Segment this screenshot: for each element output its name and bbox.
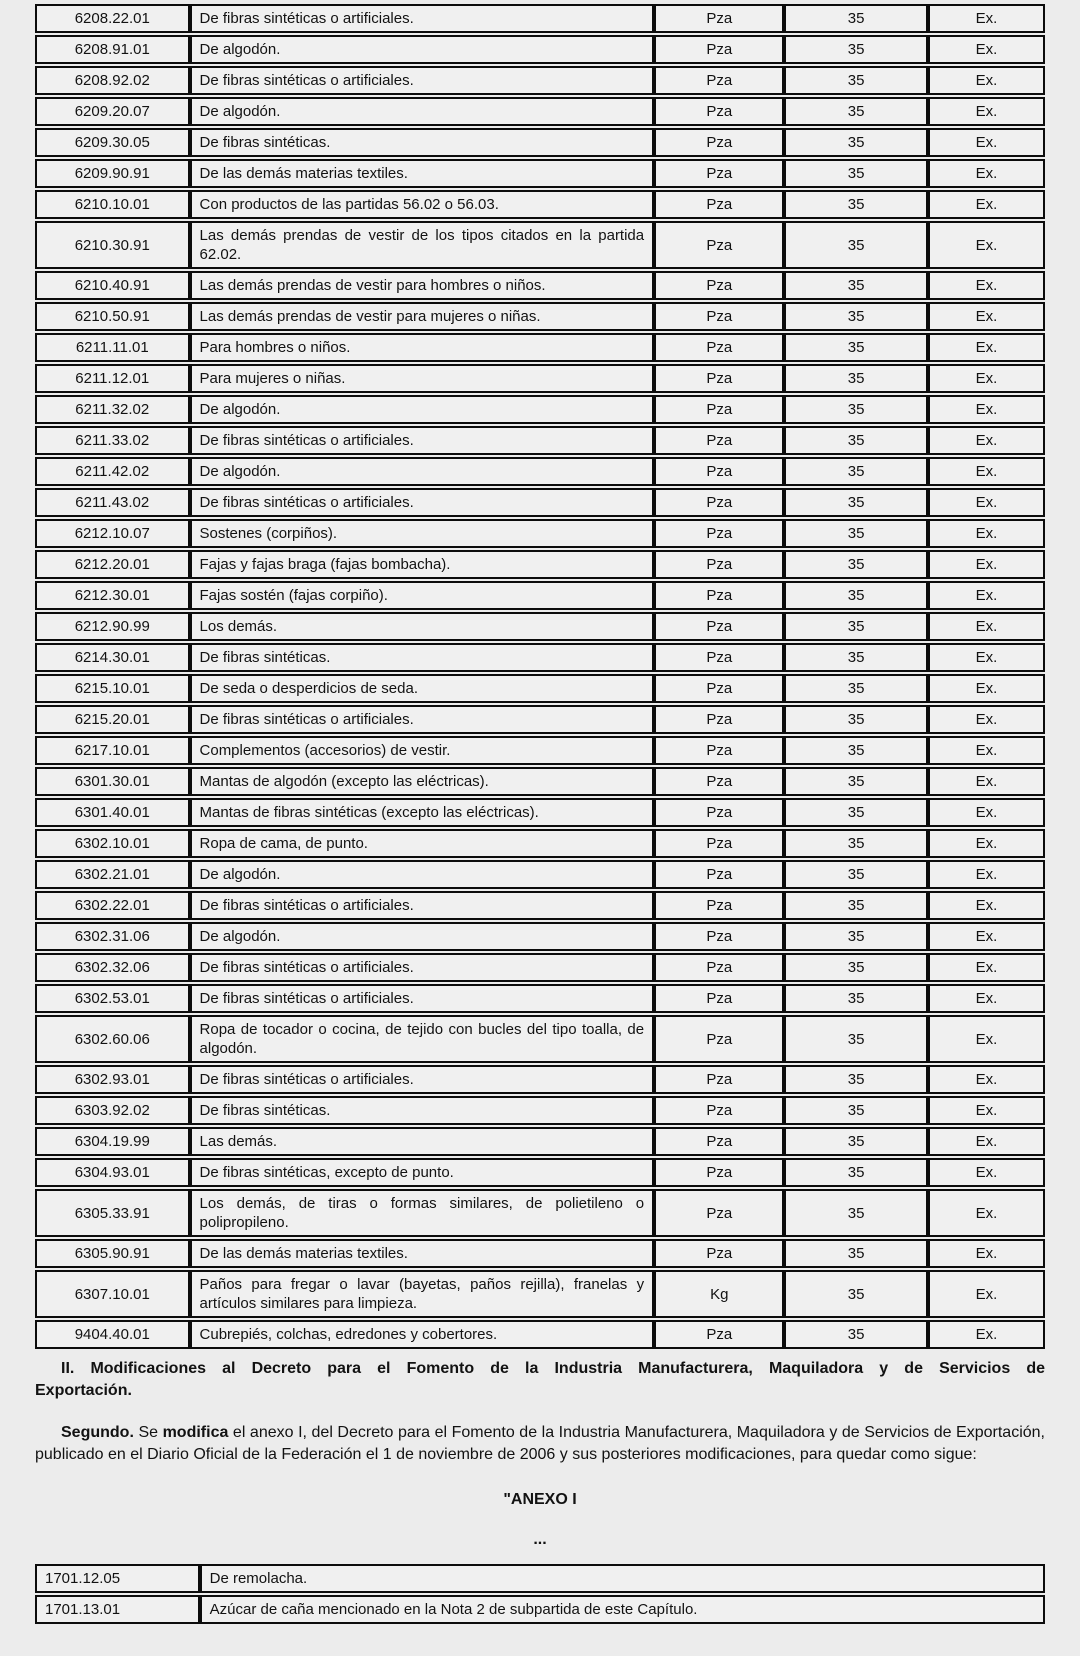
tariff-exempt-cell: Ex. xyxy=(928,1239,1045,1268)
tariff-rate-cell: 35 xyxy=(784,705,927,734)
tariff-code-cell: 6211.32.02 xyxy=(35,395,190,424)
tariff-unit-cell: Pza xyxy=(654,550,784,579)
tariff-rate-cell: 35 xyxy=(784,1158,927,1187)
tariff-description-cell: De fibras sintéticas. xyxy=(190,1096,655,1125)
tariff-description-cell: De algodón. xyxy=(190,860,655,889)
tariff-unit-cell: Pza xyxy=(654,612,784,641)
tariff-description-cell: Sostenes (corpiños). xyxy=(190,519,655,548)
tariff-exempt-cell: Ex. xyxy=(928,674,1045,703)
tariff-unit-cell: Pza xyxy=(654,488,784,517)
table-row xyxy=(35,519,1045,548)
tariff-code-cell: 6304.93.01 xyxy=(35,1158,190,1187)
annex-table xyxy=(35,1562,1045,1626)
tariff-description-cell: De fibras sintéticas. xyxy=(190,643,655,672)
tariff-description-cell: Ropa de tocador o cocina, de tejido con bucles del tipo toalla, de algodón. xyxy=(190,1015,655,1063)
tariff-exempt-cell: Ex. xyxy=(928,395,1045,424)
tariff-code-cell: 6211.43.02 xyxy=(35,488,190,517)
tariff-description-cell: Para hombres o niños. xyxy=(190,333,655,362)
tariff-code-cell: 6212.30.01 xyxy=(35,581,190,610)
table-row xyxy=(35,159,1045,188)
tariff-description-cell: De fibras sintéticas o artificiales. xyxy=(190,488,655,517)
tariff-code-cell: 6211.12.01 xyxy=(35,364,190,393)
tariff-description-cell: Paños para fregar o lavar (bayetas, paños rejilla), franelas y artículos similares para limpieza. xyxy=(190,1270,655,1318)
tariff-exempt-cell: Ex. xyxy=(928,1127,1045,1156)
table-row xyxy=(35,333,1045,362)
tariff-exempt-cell: Ex. xyxy=(928,457,1045,486)
table-row xyxy=(35,302,1045,331)
tariff-exempt-cell: Ex. xyxy=(928,1270,1045,1318)
tariff-rate-cell: 35 xyxy=(784,674,927,703)
section-ii-text: II. Modificaciones al Decreto para el Fomento de la Industria Manufacturera, Maquiladora y de Servicios de Exportación. xyxy=(35,1360,1045,1399)
table-row xyxy=(35,4,1045,33)
tariff-exempt-cell: Ex. xyxy=(928,860,1045,889)
tariff-unit-cell: Pza xyxy=(654,767,784,796)
tariff-exempt-cell: Ex. xyxy=(928,643,1045,672)
tariff-description-cell: De las demás materias textiles. xyxy=(190,1239,655,1268)
tariff-code-cell: 6303.92.02 xyxy=(35,1096,190,1125)
table-row xyxy=(35,35,1045,64)
tariff-exempt-cell: Ex. xyxy=(928,488,1045,517)
table-row xyxy=(35,1564,1045,1593)
tariff-unit-cell: Pza xyxy=(654,1015,784,1063)
tariff-description-cell: De seda o desperdicios de seda. xyxy=(190,674,655,703)
tariff-code-cell: 6301.40.01 xyxy=(35,798,190,827)
tariff-rate-cell: 35 xyxy=(784,1239,927,1268)
tariff-unit-cell: Pza xyxy=(654,35,784,64)
table-row xyxy=(35,705,1045,734)
table-row xyxy=(35,1189,1045,1237)
tariff-unit-cell: Pza xyxy=(654,364,784,393)
tariff-exempt-cell: Ex. xyxy=(928,271,1045,300)
tariff-description-cell: Fajas sostén (fajas corpiño). xyxy=(190,581,655,610)
segundo-rest-text: el anexo I, del Decreto para el Fomento de la Industria Manufacturera, Maquiladora y de Servicios de Exportación, publicado en el Diario Oficial de la Federación el 1 de noviembre de 2006 y sus posteriores modificaciones, para quedar como sigue: xyxy=(35,1424,1045,1463)
tariff-rate-cell: 35 xyxy=(784,457,927,486)
annex-heading: "ANEXO I xyxy=(503,1491,577,1508)
tariff-code-cell: 6215.10.01 xyxy=(35,674,190,703)
tariff-unit-cell: Pza xyxy=(654,457,784,486)
tariff-unit-cell: Pza xyxy=(654,159,784,188)
tariff-unit-cell: Pza xyxy=(654,1239,784,1268)
tariff-code-cell: 6304.19.99 xyxy=(35,1127,190,1156)
table-row xyxy=(35,221,1045,269)
tariff-code-cell: 6302.21.01 xyxy=(35,860,190,889)
tariff-rate-cell: 35 xyxy=(784,221,927,269)
tariff-exempt-cell: Ex. xyxy=(928,190,1045,219)
table-row xyxy=(35,426,1045,455)
tariff-unit-cell: Pza xyxy=(654,426,784,455)
ellipsis-marker: ... xyxy=(533,1531,547,1548)
tariff-exempt-cell: Ex. xyxy=(928,581,1045,610)
table-row xyxy=(35,66,1045,95)
tariff-rate-cell: 35 xyxy=(784,984,927,1013)
annex-table-wrap xyxy=(35,1562,1045,1626)
tariff-unit-cell: Pza xyxy=(654,860,784,889)
tariff-rate-cell: 35 xyxy=(784,488,927,517)
tariff-rate-cell: 35 xyxy=(784,891,927,920)
tariff-code-cell: 6212.90.99 xyxy=(35,612,190,641)
tariff-exempt-cell: Ex. xyxy=(928,221,1045,269)
tariff-code-cell: 6210.50.91 xyxy=(35,302,190,331)
tariff-unit-cell: Pza xyxy=(654,674,784,703)
table-row xyxy=(35,767,1045,796)
tariff-unit-cell: Pza xyxy=(654,4,784,33)
tariff-unit-cell: Pza xyxy=(654,581,784,610)
tariff-rate-cell: 35 xyxy=(784,581,927,610)
tariff-unit-cell: Pza xyxy=(654,736,784,765)
tariff-rate-cell: 35 xyxy=(784,1127,927,1156)
tariff-unit-cell: Pza xyxy=(654,643,784,672)
table-row xyxy=(35,1158,1045,1187)
tariff-exempt-cell: Ex. xyxy=(928,1158,1045,1187)
tariff-rate-cell: 35 xyxy=(784,4,927,33)
tariff-description-cell: Con productos de las partidas 56.02 o 56.03. xyxy=(190,190,655,219)
table-row xyxy=(35,395,1045,424)
tariff-description-cell: Ropa de cama, de punto. xyxy=(190,829,655,858)
tariff-unit-cell: Pza xyxy=(654,829,784,858)
tariff-rate-cell: 35 xyxy=(784,643,927,672)
table-row xyxy=(35,1065,1045,1094)
tariff-exempt-cell: Ex. xyxy=(928,1320,1045,1349)
table-row xyxy=(35,1595,1045,1624)
tariff-description-cell: De fibras sintéticas o artificiales. xyxy=(190,891,655,920)
tariff-rate-cell: 35 xyxy=(784,860,927,889)
tariff-exempt-cell: Ex. xyxy=(928,953,1045,982)
tariff-rate-cell: 35 xyxy=(784,519,927,548)
tariff-description-cell: Mantas de fibras sintéticas (excepto las eléctricas). xyxy=(190,798,655,827)
tariff-unit-cell: Pza xyxy=(654,891,784,920)
tariff-unit-cell: Pza xyxy=(654,922,784,951)
tariff-exempt-cell: Ex. xyxy=(928,4,1045,33)
table-row xyxy=(35,1015,1045,1063)
tariff-rate-cell: 35 xyxy=(784,190,927,219)
tariff-rate-cell: 35 xyxy=(784,550,927,579)
tariff-rate-cell: 35 xyxy=(784,1270,927,1318)
table-row xyxy=(35,829,1045,858)
tariff-unit-cell: Pza xyxy=(654,395,784,424)
table-row xyxy=(35,97,1045,126)
segundo-paragraph xyxy=(35,1422,1045,1466)
table-row xyxy=(35,612,1045,641)
tariff-exempt-cell: Ex. xyxy=(928,128,1045,157)
table-row xyxy=(35,674,1045,703)
tariff-description-cell: De algodón. xyxy=(190,35,655,64)
tariff-code-cell: 9404.40.01 xyxy=(35,1320,190,1349)
tariff-unit-cell: Pza xyxy=(654,1189,784,1237)
table-row xyxy=(35,891,1045,920)
tariff-table xyxy=(35,2,1045,1351)
tariff-exempt-cell: Ex. xyxy=(928,829,1045,858)
tariff-code-cell: 6208.92.02 xyxy=(35,66,190,95)
tariff-unit-cell: Pza xyxy=(654,1127,784,1156)
tariff-exempt-cell: Ex. xyxy=(928,426,1045,455)
tariff-code-cell: 6302.22.01 xyxy=(35,891,190,920)
tariff-exempt-cell: Ex. xyxy=(928,1065,1045,1094)
table-row xyxy=(35,488,1045,517)
tariff-description-cell: De fibras sintéticas o artificiales. xyxy=(190,953,655,982)
tariff-unit-cell: Pza xyxy=(654,302,784,331)
tariff-code-cell: 6212.10.07 xyxy=(35,519,190,548)
tariff-code-cell: 6211.42.02 xyxy=(35,457,190,486)
tariff-code-cell: 6302.60.06 xyxy=(35,1015,190,1063)
tariff-unit-cell: Pza xyxy=(654,953,784,982)
tariff-rate-cell: 35 xyxy=(784,1320,927,1349)
tariff-unit-cell: Pza xyxy=(654,519,784,548)
tariff-unit-cell: Pza xyxy=(654,221,784,269)
tariff-code-cell: 6302.32.06 xyxy=(35,953,190,982)
tariff-code-cell: 6302.31.06 xyxy=(35,922,190,951)
tariff-description-cell: Complementos (accesorios) de vestir. xyxy=(190,736,655,765)
tariff-description-cell: Las demás prendas de vestir de los tipos citados en la partida 62.02. xyxy=(190,221,655,269)
tariff-code-cell: 6214.30.01 xyxy=(35,643,190,672)
tariff-unit-cell: Pza xyxy=(654,705,784,734)
tariff-code-cell: 6212.20.01 xyxy=(35,550,190,579)
tariff-unit-cell: Pza xyxy=(654,333,784,362)
tariff-unit-cell: Pza xyxy=(654,66,784,95)
segundo-mid-text: Se xyxy=(133,1424,163,1441)
tariff-exempt-cell: Ex. xyxy=(928,705,1045,734)
table-row xyxy=(35,1270,1045,1318)
tariff-description-cell: Los demás. xyxy=(190,612,655,641)
tariff-unit-cell: Pza xyxy=(654,1320,784,1349)
tariff-rate-cell: 35 xyxy=(784,395,927,424)
tariff-description-cell: Mantas de algodón (excepto las eléctricas). xyxy=(190,767,655,796)
tariff-description-cell: De algodón. xyxy=(190,97,655,126)
modifica-label: modifica xyxy=(162,1424,229,1441)
table-row xyxy=(35,798,1045,827)
tariff-description-cell: De algodón. xyxy=(190,457,655,486)
tariff-code-cell: 6302.10.01 xyxy=(35,829,190,858)
tariff-code-cell: 6305.90.91 xyxy=(35,1239,190,1268)
tariff-rate-cell: 35 xyxy=(784,426,927,455)
annex-code-cell: 1701.13.01 xyxy=(35,1595,200,1624)
tariff-description-cell: De fibras sintéticas o artificiales. xyxy=(190,66,655,95)
tariff-rate-cell: 35 xyxy=(784,159,927,188)
tariff-exempt-cell: Ex. xyxy=(928,159,1045,188)
table-row xyxy=(35,1127,1045,1156)
tariff-rate-cell: 35 xyxy=(784,829,927,858)
section-ii-paragraph xyxy=(35,1358,1045,1402)
table-row xyxy=(35,1096,1045,1125)
tariff-unit-cell: Pza xyxy=(654,1065,784,1094)
table-row xyxy=(35,457,1045,486)
tariff-description-cell: Las demás prendas de vestir para hombres o niños. xyxy=(190,271,655,300)
tariff-exempt-cell: Ex. xyxy=(928,550,1045,579)
tariff-description-cell: Las demás. xyxy=(190,1127,655,1156)
annex-description-cell: De remolacha. xyxy=(200,1564,1045,1593)
annex-table-body xyxy=(35,1564,1045,1624)
tariff-exempt-cell: Ex. xyxy=(928,302,1045,331)
tariff-rate-cell: 35 xyxy=(784,1015,927,1063)
tariff-unit-cell: Pza xyxy=(654,984,784,1013)
tariff-description-cell: Las demás prendas de vestir para mujeres o niñas. xyxy=(190,302,655,331)
tariff-description-cell: Fajas y fajas braga (fajas bombacha). xyxy=(190,550,655,579)
tariff-unit-cell: Pza xyxy=(654,798,784,827)
tariff-unit-cell: Pza xyxy=(654,1096,784,1125)
table-row xyxy=(35,364,1045,393)
annex-description-cell: Azúcar de caña mencionado en la Nota 2 de subpartida de este Capítulo. xyxy=(200,1595,1045,1624)
tariff-description-cell: Cubrepiés, colchas, edredones y cobertores. xyxy=(190,1320,655,1349)
tariff-rate-cell: 35 xyxy=(784,128,927,157)
tariff-description-cell: De fibras sintéticas. xyxy=(190,128,655,157)
tariff-rate-cell: 35 xyxy=(784,97,927,126)
tariff-code-cell: 6302.53.01 xyxy=(35,984,190,1013)
tariff-rate-cell: 35 xyxy=(784,798,927,827)
tariff-rate-cell: 35 xyxy=(784,271,927,300)
tariff-description-cell: De algodón. xyxy=(190,922,655,951)
tariff-rate-cell: 35 xyxy=(784,767,927,796)
tariff-exempt-cell: Ex. xyxy=(928,612,1045,641)
table-row xyxy=(35,736,1045,765)
tariff-description-cell: De fibras sintéticas o artificiales. xyxy=(190,984,655,1013)
tariff-exempt-cell: Ex. xyxy=(928,97,1045,126)
tariff-exempt-cell: Ex. xyxy=(928,35,1045,64)
table-row xyxy=(35,581,1045,610)
tariff-exempt-cell: Ex. xyxy=(928,736,1045,765)
tariff-code-cell: 6301.30.01 xyxy=(35,767,190,796)
tariff-code-cell: 6211.11.01 xyxy=(35,333,190,362)
tariff-exempt-cell: Ex. xyxy=(928,1015,1045,1063)
tariff-code-cell: 6210.40.91 xyxy=(35,271,190,300)
tariff-rate-cell: 35 xyxy=(784,66,927,95)
tariff-description-cell: Los demás, de tiras o formas similares, de polietileno o polipropileno. xyxy=(190,1189,655,1237)
table-row xyxy=(35,643,1045,672)
tariff-unit-cell: Pza xyxy=(654,271,784,300)
tariff-rate-cell: 35 xyxy=(784,736,927,765)
tariff-code-cell: 6209.30.05 xyxy=(35,128,190,157)
tariff-unit-cell: Pza xyxy=(654,97,784,126)
tariff-code-cell: 6215.20.01 xyxy=(35,705,190,734)
tariff-description-cell: Para mujeres o niñas. xyxy=(190,364,655,393)
tariff-code-cell: 6210.30.91 xyxy=(35,221,190,269)
tariff-code-cell: 6307.10.01 xyxy=(35,1270,190,1318)
tariff-unit-cell: Pza xyxy=(654,190,784,219)
tariff-code-cell: 6302.93.01 xyxy=(35,1065,190,1094)
tariff-code-cell: 6217.10.01 xyxy=(35,736,190,765)
tariff-unit-cell: Kg xyxy=(654,1270,784,1318)
tariff-exempt-cell: Ex. xyxy=(928,798,1045,827)
table-row xyxy=(35,860,1045,889)
tariff-unit-cell: Pza xyxy=(654,1158,784,1187)
tariff-table-body xyxy=(35,4,1045,1349)
table-row xyxy=(35,1239,1045,1268)
tariff-unit-cell: Pza xyxy=(654,128,784,157)
tariff-exempt-cell: Ex. xyxy=(928,333,1045,362)
tariff-rate-cell: 35 xyxy=(784,1096,927,1125)
tariff-exempt-cell: Ex. xyxy=(928,1189,1045,1237)
tariff-rate-cell: 35 xyxy=(784,35,927,64)
tariff-rate-cell: 35 xyxy=(784,1065,927,1094)
annex-code-cell: 1701.12.05 xyxy=(35,1564,200,1593)
tariff-code-cell: 6305.33.91 xyxy=(35,1189,190,1237)
tariff-exempt-cell: Ex. xyxy=(928,1096,1045,1125)
tariff-rate-cell: 35 xyxy=(784,922,927,951)
segundo-label: Segundo. xyxy=(61,1424,134,1441)
table-row xyxy=(35,271,1045,300)
tariff-exempt-cell: Ex. xyxy=(928,767,1045,796)
tariff-code-cell: 6209.90.91 xyxy=(35,159,190,188)
tariff-code-cell: 6208.91.01 xyxy=(35,35,190,64)
tariff-description-cell: De fibras sintéticas o artificiales. xyxy=(190,1065,655,1094)
table-row xyxy=(35,984,1045,1013)
tariff-rate-cell: 35 xyxy=(784,302,927,331)
tariff-rate-cell: 35 xyxy=(784,364,927,393)
tariff-code-cell: 6209.20.07 xyxy=(35,97,190,126)
tariff-code-cell: 6210.10.01 xyxy=(35,190,190,219)
tariff-rate-cell: 35 xyxy=(784,333,927,362)
tariff-description-cell: De algodón. xyxy=(190,395,655,424)
tariff-description-cell: De fibras sintéticas, excepto de punto. xyxy=(190,1158,655,1187)
tariff-exempt-cell: Ex. xyxy=(928,891,1045,920)
table-row xyxy=(35,922,1045,951)
tariff-description-cell: De las demás materias textiles. xyxy=(190,159,655,188)
tariff-description-cell: De fibras sintéticas o artificiales. xyxy=(190,4,655,33)
tariff-rate-cell: 35 xyxy=(784,612,927,641)
tariff-description-cell: De fibras sintéticas o artificiales. xyxy=(190,426,655,455)
table-row xyxy=(35,1320,1045,1349)
tariff-code-cell: 6208.22.01 xyxy=(35,4,190,33)
tariff-code-cell: 6211.33.02 xyxy=(35,426,190,455)
tariff-rate-cell: 35 xyxy=(784,953,927,982)
tariff-exempt-cell: Ex. xyxy=(928,922,1045,951)
tariff-exempt-cell: Ex. xyxy=(928,984,1045,1013)
table-row xyxy=(35,190,1045,219)
tariff-exempt-cell: Ex. xyxy=(928,364,1045,393)
tariff-exempt-cell: Ex. xyxy=(928,66,1045,95)
tariff-exempt-cell: Ex. xyxy=(928,519,1045,548)
table-row xyxy=(35,128,1045,157)
tariff-rate-cell: 35 xyxy=(784,1189,927,1237)
tariff-description-cell: De fibras sintéticas o artificiales. xyxy=(190,705,655,734)
table-row xyxy=(35,953,1045,982)
table-row xyxy=(35,550,1045,579)
